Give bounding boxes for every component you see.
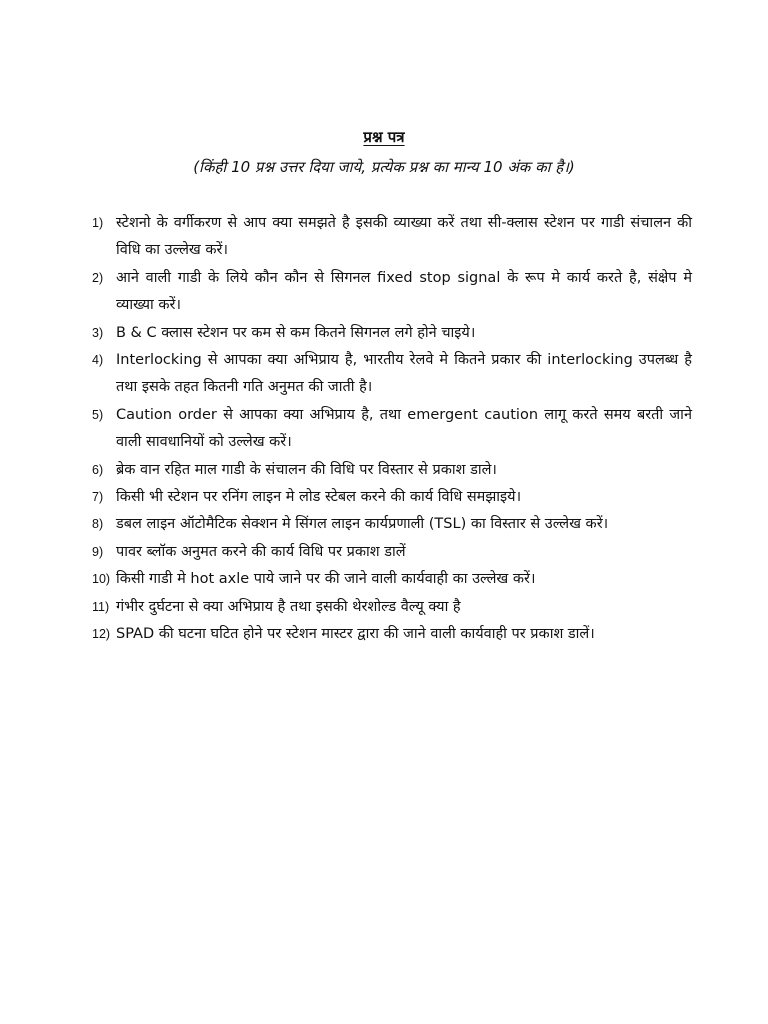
question-text: पावर ब्लॉक अनुमत करने की कार्य विधि पर प्रकाश डालें	[116, 543, 406, 560]
question-item	[92, 265, 692, 320]
question-number: 2)	[92, 270, 104, 285]
question-number: 3)	[92, 325, 104, 340]
question-item	[92, 566, 692, 593]
question-item	[92, 457, 692, 484]
question-item	[92, 484, 692, 511]
question-item	[92, 621, 692, 648]
question-text: गंभीर दुर्घटना से क्या अभिप्राय है तथा इसकी थेरशोल्ड वैल्यू क्या है	[116, 598, 461, 615]
question-item	[92, 347, 692, 402]
question-item	[92, 210, 692, 265]
question-text: किसी गाडी मे hot axle पाये जाने पर की जाने वाली कार्यवाही का उल्लेख करें।	[116, 571, 536, 588]
question-item	[92, 511, 692, 538]
question-text: ब्रेक वान रहित माल गाडी के संचालन की विधि पर विस्तार से प्रकाश डाले।	[116, 461, 497, 478]
question-item	[92, 320, 692, 347]
question-number: 8)	[92, 517, 104, 532]
question-text: किसी भी स्टेशन पर रनिंग लाइन मे लोड स्टेबल करने की कार्य विधि समझाइये।	[116, 489, 522, 506]
question-item	[92, 539, 692, 566]
question-number: 1)	[92, 216, 104, 230]
question-number: 12)	[92, 627, 111, 642]
question-number: 7)	[92, 490, 104, 505]
question-text: डबल लाइन ऑटोमैटिक सेक्शन मे सिंगल लाइन कार्यप्रणाली (TSL) का विस्तार से उल्लेख करें।	[116, 516, 609, 533]
question-list	[92, 210, 692, 649]
page-title: प्रश्न पत्र	[363, 128, 405, 146]
question-text: SPAD की घटना घटित होने पर स्टेशन मास्टर द्वारा की जाने वाली कार्यवाही पर प्रकाश डालें।	[116, 626, 595, 643]
question-text: स्टेशनो के वर्गीकरण से आप क्या समझते है इसकी व्याख्या करें तथा सी-क्लास स्टेशन पर गाडी संचालन की विधि का उल्लेख करें।	[116, 215, 692, 259]
question-text: B & C क्लास स्टेशन पर कम से कम कितने सिगनल लगे होने चाइये।	[116, 324, 476, 341]
question-number: 9)	[92, 544, 104, 559]
question-number: 5)	[92, 407, 104, 422]
question-number: 4)	[92, 353, 104, 368]
question-text: आने वाली गाडी के लिये कौन कौन से सिगनल fixed stop signal के रूप मे कार्य करते है, संक्षेप मे व्याख्या करें।	[116, 269, 692, 314]
question-number: 6)	[92, 462, 104, 477]
question-item	[92, 402, 692, 457]
page-subtitle: (किंही 10 प्रश्न उत्तर दिया जाये, प्रत्येक प्रश्न का मान्य 10 अंक का है।)	[193, 158, 575, 176]
question-number: 10)	[92, 572, 111, 587]
question-text: Interlocking से आपका क्या अभिप्राय है, भारतीय रेलवे मे कितने प्रकार की interlocking उपलब्ध है तथा इसके तहत कितनी गति अनुमत की जाती है।	[116, 352, 692, 396]
question-item	[92, 594, 692, 621]
question-text: Caution order से आपका क्या अभिप्राय है, तथा emergent caution लागू करते समय बरती जाने वाली सावधानियों को उल्लेख करें।	[116, 406, 692, 451]
question-number: 11)	[92, 599, 110, 614]
